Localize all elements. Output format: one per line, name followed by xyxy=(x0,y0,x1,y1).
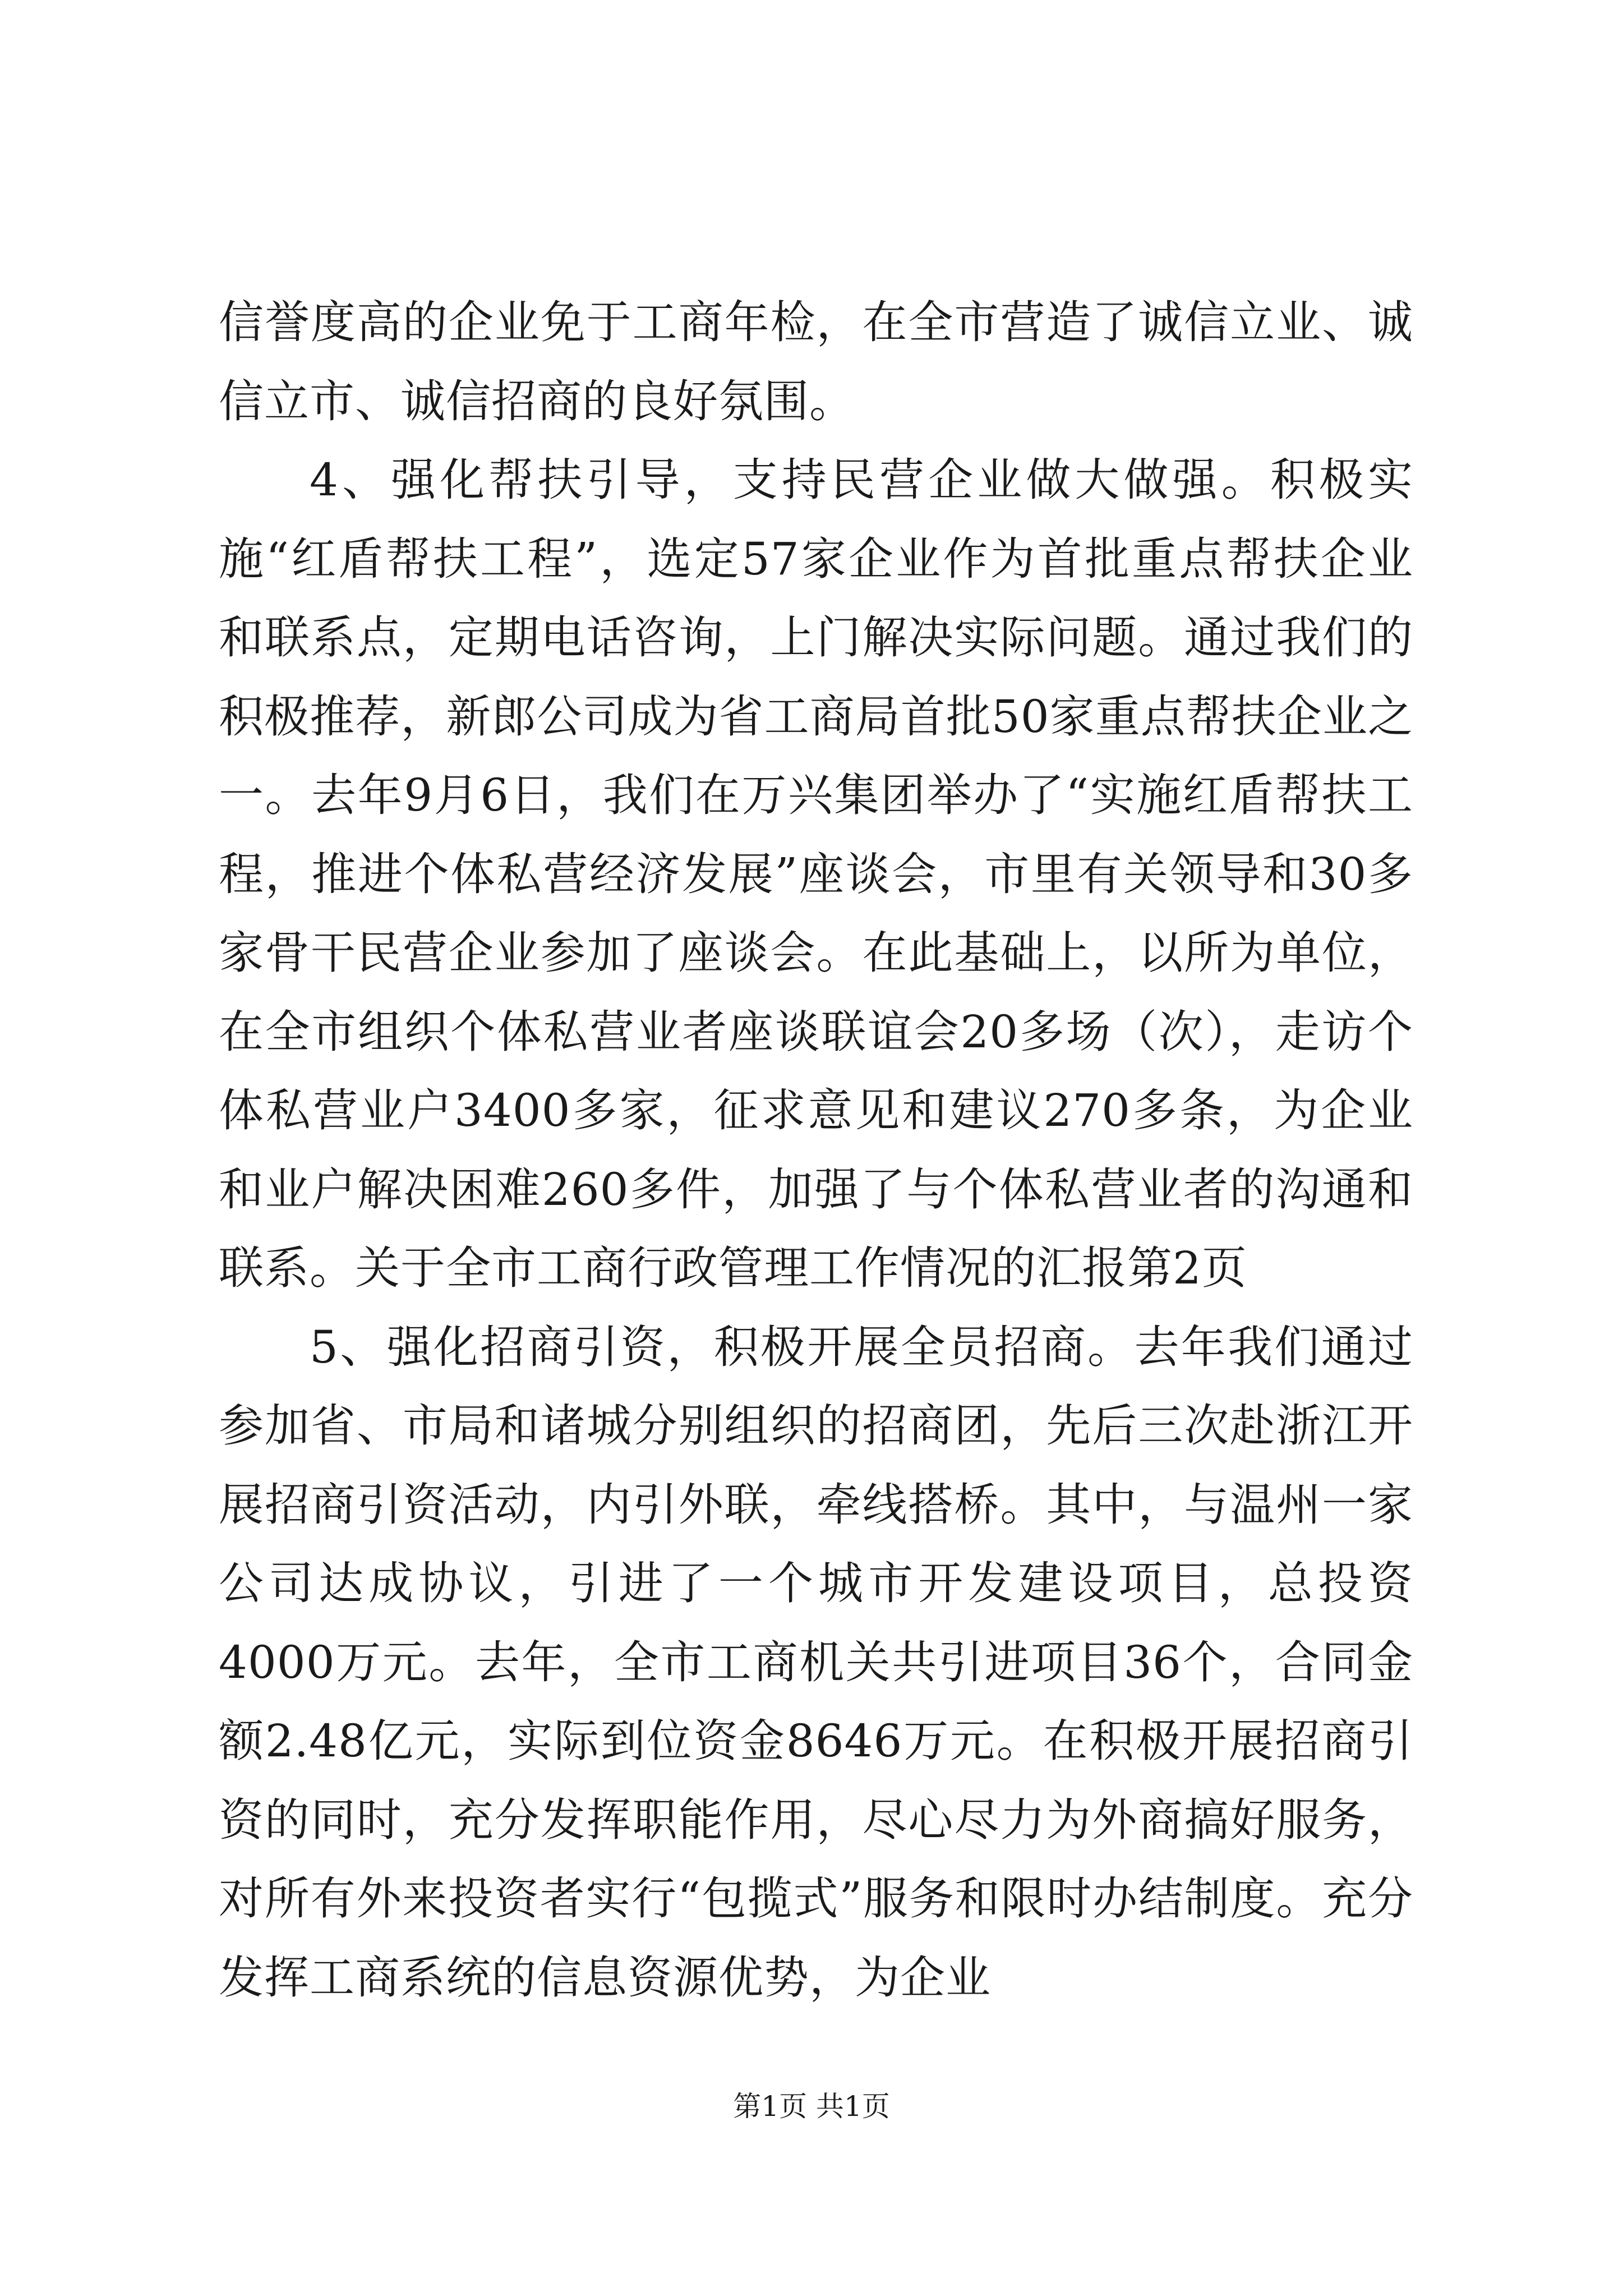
page-footer: 第1页 共1页 xyxy=(733,2090,890,2123)
document-body xyxy=(219,283,1413,2017)
paragraph-2: 4、强化帮扶引导，支持民营企业做大做强。积极实施“红盾帮扶工程”，选定57家企业作为首批重点帮扶企业和联系点，定期电话咨询，上门解决实际问题。通过我们的积极推荐，新郎公司成为省工商局首批50家重点帮扶企业之一。去年9月6日，我们在万兴集团举办了“实施红盾帮扶工程，推进个体私营经济发展”座谈会，市里有关领导和30多家骨干民营企业参加了座谈会。在此基础上，以所为单位，在全市组织个体私营业者座谈联谊会20多场（次），走访个体私营业户3400多家，征求意见和建议270多条，为企业和业户解决困难260多件，加强了与个体私营业者的沟通和联系。关于全市工商行政管理工作情况的汇报第2页 xyxy=(219,454,1413,1294)
paragraph-3: 5、强化招商引资，积极开展全员招商。去年我们通过参加省、市局和诸城分别组织的招商团，先后三次赴浙江开展招商引资活动，内引外联，牵线搭桥。其中，与温州一家公司达成协议，引进了一个城市开发建设项目，总投资4000万元。去年，全市工商机关共引进项目36个，合同金额2.48亿元，实际到位资金8646万元。在积极开展招商引资的同时，充分发挥职能作用，尽心尽力为外商搞好服务，对所有外来投资者实行“包揽式”服务和限时办结制度。充分发挥工商系统的信息资源优势，为企业 xyxy=(219,1320,1413,2004)
paragraph-1: 信誉度高的企业免于工商年检，在全市营造了诚信立业、诚信立市、诚信招商的良好氛围。 xyxy=(219,296,1413,427)
